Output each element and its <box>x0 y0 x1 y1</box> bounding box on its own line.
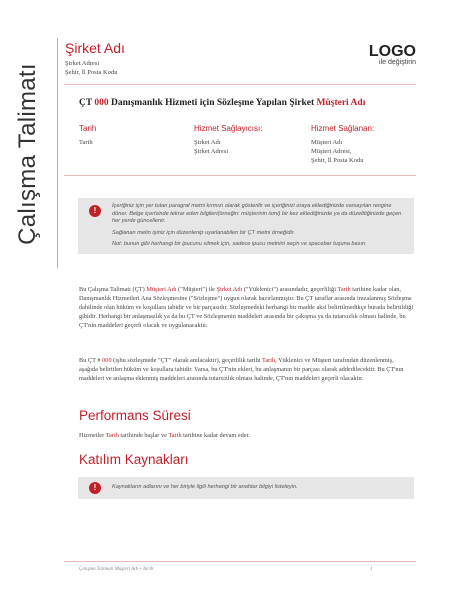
logo-placeholder[interactable] <box>369 44 416 66</box>
text-run: tarihine kadar devam eder. <box>181 432 250 439</box>
text-run: Hizmetler <box>79 432 106 439</box>
recipient-heading: Hizmet Sağlanan: <box>311 124 375 133</box>
document-title <box>79 98 365 108</box>
alert-icon: ! <box>89 482 101 494</box>
provider-address[interactable]: Şirket Adresi <box>194 148 229 155</box>
text-run: ("Müşteri") ile <box>176 286 217 293</box>
logo-caption: ile değiştirin <box>379 59 416 66</box>
client-name-field[interactable]: Müşteri Adı <box>146 286 177 293</box>
company-address <box>65 59 125 77</box>
sow-number-field[interactable]: 000 <box>102 357 112 364</box>
performance-paragraph <box>79 431 414 440</box>
end-date-field[interactable]: Tarih <box>168 432 182 439</box>
vertical-divider <box>57 38 58 268</box>
text-run: (işbu sözleşmede "ÇT" olarak anılacaktır), geçerlilik tarihi <box>111 357 262 364</box>
footer-divider <box>64 561 416 562</box>
date-heading: Tarih <box>79 124 97 133</box>
tip-paragraph-3: Not: bunun gibi herhangi bir ipucunu silmek için, sadece ipucu metnini seçin ve spacebar tuşuna basın <box>112 241 366 248</box>
recipient-name[interactable]: Müşteri Adı <box>311 139 343 146</box>
text-run: Bu Çalışma Talimatı (ÇT) <box>79 286 147 293</box>
tip-paragraph-1: İçeriğiniz için yer tutan paragraf metni kırmızı olarak gösterilir ve içeriğinizi oraya eklediğinizde varsayılan rengine döner. Belge içerisinde tekrar eden bilgileri(örneğin: müşterinin ismi) bir kez eklediğinizde ya da düzelttiğinizde geçen her yerde güncellenir. <box>112 203 402 225</box>
text-run: ("Yüklenici") arasındadır, geçerliliği <box>242 286 338 293</box>
resources-tip-box[interactable] <box>78 477 414 499</box>
logo-text: LOGO <box>368 43 416 60</box>
company-address-line1[interactable]: Şirket Adresi <box>65 60 100 67</box>
provider-name[interactable]: Şirket Adı <box>194 139 221 146</box>
title-client[interactable]: Müşteri Adı <box>316 98 366 108</box>
title-middle: Danışmanlık Hizmeti için Sözleşme Yapılan Şirket <box>108 98 317 108</box>
page-number: 1 <box>370 567 373 572</box>
tip-box[interactable] <box>78 198 414 254</box>
company-address-line2[interactable]: Şehir, İl Posta Kodu <box>65 69 118 76</box>
text-run: tarihine kadar olan, Danışmanlık Hizmetleri Ana Sözleşmesine ("Sözleşme") uygun olarak hazırlanmıştır. Bu ÇT taraflar arasında imzalanmış Sözleşme dahilinde olan hüküm ve koşullara tabidir ve bir parçasıdır. Sözleşmedeki herhangi bir madde aksi belirtilmedikçe burada belirtildiği gibidir. Herhangi bir anlaşmazlık ya da bu ÇT ve Sözleşmenin maddeleri arasında bir çakışma ya da tutarsızlık olması halinde, bu ÇT'nin maddeleri geçerli olacak ve uygulanacaktır. <box>79 286 414 329</box>
footer-text: Çalışma Talimatı Müşteri Adı • Tarih <box>79 567 154 572</box>
text-run: , Yüklenici ve Müşteri tarafından düzenlenmiş, aşağıda belirtilen hüküm ve koşullara tabidir. Varsa, bu ÇT'nin ekleri, bu anlaşmanın bir parçası olarak addedilecektir. Bu ÇT'nın maddeleri ve anlaşma eklenmiş maddeleri arasında tutarsızlık olması halinde, ÇT'nın maddeleri geçerli olacaktır. <box>79 357 404 382</box>
resources-heading: Katılım Kaynakları <box>79 452 189 467</box>
text-run: Bu ÇT # <box>79 357 103 364</box>
title-number[interactable]: 000 <box>94 98 109 108</box>
side-title <box>8 34 48 274</box>
side-title-text: Çalışma Talimatı <box>14 63 41 245</box>
intro-paragraph <box>79 285 414 330</box>
date-field[interactable]: Tarih <box>261 357 276 364</box>
provider-column <box>194 124 262 156</box>
resources-tip-text: Kaynakların adlarını ve her biriyle ilgili herhangi bir anahtar bilgiyi listeleyin. <box>112 484 298 490</box>
company-name-field[interactable]: Şirket Adı <box>216 286 243 293</box>
date-field[interactable]: Tarih <box>337 286 351 293</box>
alert-icon: ! <box>89 205 101 217</box>
info-divider <box>64 175 416 176</box>
recipient-city[interactable]: Şehir, İl Posta Kodu <box>311 157 364 164</box>
recipient-column <box>311 124 374 165</box>
date-value[interactable]: Tarih <box>79 139 93 146</box>
company-block <box>65 40 125 77</box>
performance-heading: Performans Süresi <box>79 408 191 423</box>
tip-paragraph-2: Sağlanan metin işiniz için düzenlenip uyarlanabilen bir ÇT metni örneğidir. <box>112 229 295 236</box>
start-date-field[interactable]: Tarih <box>105 432 119 439</box>
header-divider <box>64 84 416 85</box>
title-prefix: ÇT <box>79 98 95 108</box>
recipient-address[interactable]: Müşteri Adresi, <box>311 148 352 155</box>
date-column <box>79 124 96 147</box>
provider-heading: Hizmet Sağlayıcısı: <box>194 124 263 133</box>
terms-paragraph <box>79 356 414 383</box>
text-run: tarihinde başlar ve <box>118 432 169 439</box>
company-name[interactable]: Şirket Adı <box>65 40 125 56</box>
